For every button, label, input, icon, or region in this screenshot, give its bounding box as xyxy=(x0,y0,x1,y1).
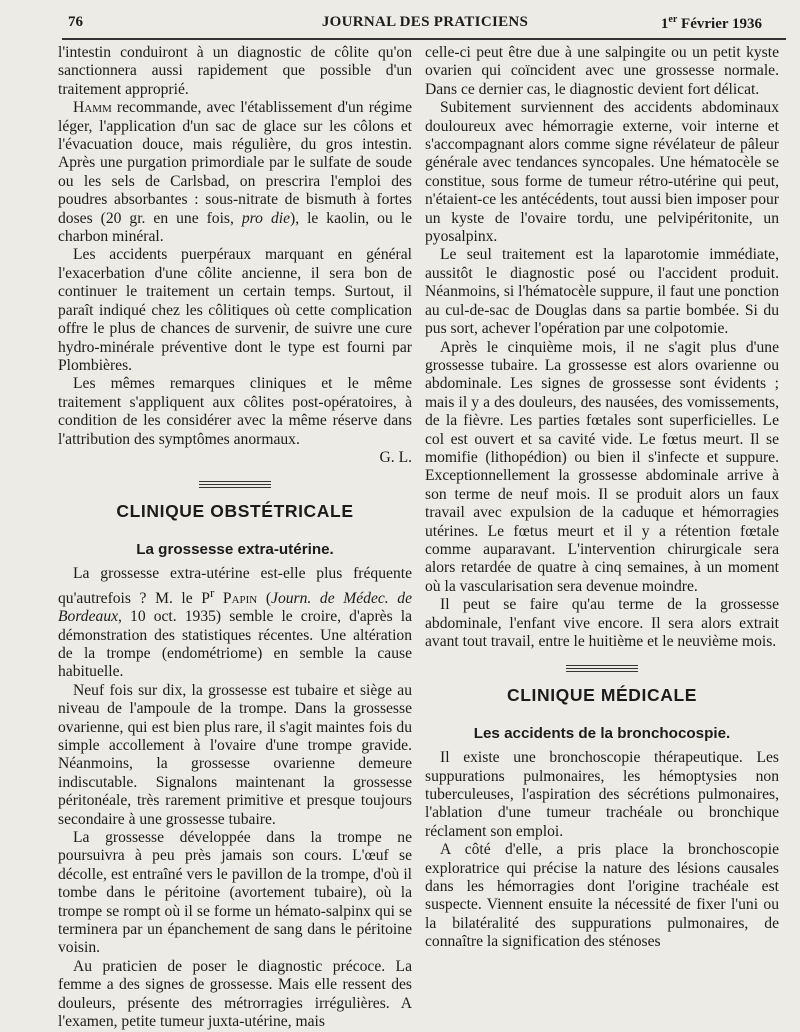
paragraph-text: La grossesse extra-utérine est-elle plus fréquente qu'autrefois ? M. le P xyxy=(58,565,412,607)
paragraph-text: Les mêmes remarques cliniques et le même traitement s'appliquent aux côlites post-opératoires, à condition de les considérer avec la même réserve dans l'attribution des symptômes anormaux. xyxy=(58,375,412,448)
paragraph-text: , 10 oct. 1935) semble le croire, d'après la démonstration des statistiques récentes. Une altération de la trompe (endométriome) en semble la cause habituelle. xyxy=(58,608,412,681)
paragraph: Au praticien de poser le diagnostic précoce. La femme a des signes de grossesse. Mais elle ressent des douleurs, présente des métrorragies irrégulières. A l'examen, petite tumeur juxta-utérine, mais xyxy=(58,957,412,1031)
paragraph: celle-ci peut être due à une salpingite ou un petit kyste ovarien qui coïncident avec une grossesse normale. Dans ce dernier cas, le diagnostic devient fort délicat. xyxy=(425,44,779,98)
paragraph-text: ( xyxy=(257,589,272,607)
paragraph: l'intestin conduiront à un diagnostic de côlite qu'on sanctionnera aussi rapidement que possible d'un traitement approprié. xyxy=(58,44,412,98)
section-title: CLINIQUE MÉDICALE xyxy=(506,685,698,706)
page-number: 76 xyxy=(68,14,83,30)
article-title: Les accidents de la bronchocospie. xyxy=(473,724,731,742)
section-title: CLINIQUE OBSTÉTRICALE xyxy=(116,501,354,522)
journal-title: JOURNAL DES PRATICIENS xyxy=(321,14,529,30)
paragraph: A côté d'elle, a pris place la bronchoscopie exploratrice qui précise la nature des lésions causales dans les hémorragies dont l'origine trachéale est suspecte. Viennent ensuite la nécessité de fixer l'uni ou la bilatéralité des suppurations pulmonaires, de connaître la signification des sténoses xyxy=(425,841,779,951)
superscript: r xyxy=(209,584,215,600)
paragraph: Il existe une bronchoscopie thérapeutique. Les suppurations pulmonaires, les hémoptysies non tuberculeuses, l'aspiration des sécrétions pulmonaires, l'ablation d'une tumeur trachéale ou bronchique réclament son emploi. xyxy=(425,749,779,840)
italic-text: pro die xyxy=(241,209,290,227)
paragraph: Les accidents puerpéraux marquant en général l'exacerbation d'une côlite ancienne, il sera bon de continuer le traitement un certain temps. Surtout, il paraît indiqué chez les côlitiques où cette complication offre le plus de chances de survenir, de suivre une cure hydro-minérale préventive dont le type est fourni par Plombières. xyxy=(58,246,412,374)
section-divider xyxy=(199,481,271,488)
paragraph: Subitement surviennent des accidents abdominaux douloureux avec hémorragie externe, voir interne et s'accompagnant alors comme signe révélateur de pâleur générale avec tendances syncopales. Une hématocèle se constitue, sous forme de tumeur rétro-utérine qui peut, n'étaient-ce les antécédents, tout aussi bien imposer pour un kyste de l'ovaire tordu, une pelvipéritonite, un pyosalpinx. xyxy=(425,99,779,246)
header-rule xyxy=(62,38,786,40)
paragraph-text: ), le kaolin, ou le charbon minéral. xyxy=(58,209,412,246)
author-name: Papin xyxy=(214,589,258,607)
paragraph: Le seul traitement est la laparotomie immédiate, aussitôt le diagnostic posé ou l'accident produit. Néanmoins, si l'hématocèle suppure, il faut une ponction au cul-de-sac de Douglas dans sa partie bombée. Si du pus sort, achever l'opération par une colpotomie. xyxy=(425,246,780,338)
paragraph xyxy=(58,375,412,467)
paragraph-text: recommande, avec l'établissement d'un régime léger, l'application d'un sac de glace sur les côlons et l'évacuation douce, mais régulière, du gros intestin. Après une purgation primordiale par le sulfate de soude ou les sels de Carlsbad, on prescrira l'emploi des poudres absorbantes : sous-nitrate de bismuth à fortes doses (20 gr. en une fois, xyxy=(58,99,412,227)
right-column xyxy=(425,44,779,952)
paragraph xyxy=(58,99,412,246)
article-title: La grossesse extra-utérine. xyxy=(136,540,334,558)
paragraph: Après le cinquième mois, il ne s'agit plus d'une grossesse tubaire. La grossesse est alors ovarienne ou abdominale. Les signes de grossesse sont évidents ; mais il y a des douleurs, des nausées, des vomissements, de la fièvre. Les parties fœtales sont superficielles. Le col est ouvert et sa cavité vide. Le fœtus meurt. Il se momifie (lithopédion) ou bien il s'infecte et suppure. Exceptionnellement la grossesse abdominale arrive à son terme de neuf mois. Il se produit alors un faux travail avec expulsion de la caduque et hémorragies utérines. Le fœtus meurt et il y a rétention fœtale comme auparavant. L'intervention chirurgicale sera alors retardée de quatre à cinq semaines, à un moment où la vascularisation sera devenue moindre. xyxy=(425,338,779,595)
paragraph: Neuf fois sur dix, la grossesse est tubaire et siège au niveau de l'ampoule de la trompe. Dans la grossesse ovarienne, qui est bien plus rare, il s'agit maintes fois du simple accollement à l'ovaire d'une trompe gravide. Néanmoins, la grossesse ovarienne demeure indiscutable. Signalons maintenant la grossesse péritonéale, très rarement primitive et presque toujours secondaire à une grossesse tubaire. xyxy=(58,681,412,828)
paragraph xyxy=(58,565,412,682)
date-month-year: Février 1936 xyxy=(677,16,762,32)
paragraph: La grossesse développée dans la trompe ne poursuivra à peu près jamais son cours. L'œuf se décolle, est entraîné vers le pavillon de la trompe, d'où il tombe dans le péritoine (avortement tubaire), où la trompe se rompt où il se forme un hémato-salpinx qui se terminera par un épanchement de sang dans le péritoine voisin. xyxy=(58,829,412,957)
issue-date xyxy=(661,14,762,33)
left-column xyxy=(58,44,412,1032)
citation: Journ. de Médec. de Bordeaux xyxy=(58,589,412,626)
date-ordinal: er xyxy=(668,14,678,25)
section-divider xyxy=(566,665,638,672)
paragraph: Il peut se faire qu'au terme de la grossesse abdominale, l'enfant vive encore. Il sera alors extrait avant tout travail, entre le huitième et le neuvième mois. xyxy=(425,596,779,650)
author-name: Hamm xyxy=(73,99,112,117)
signature: G. L. xyxy=(379,448,412,466)
date-day: 1 xyxy=(660,16,669,32)
page-header xyxy=(68,14,782,36)
